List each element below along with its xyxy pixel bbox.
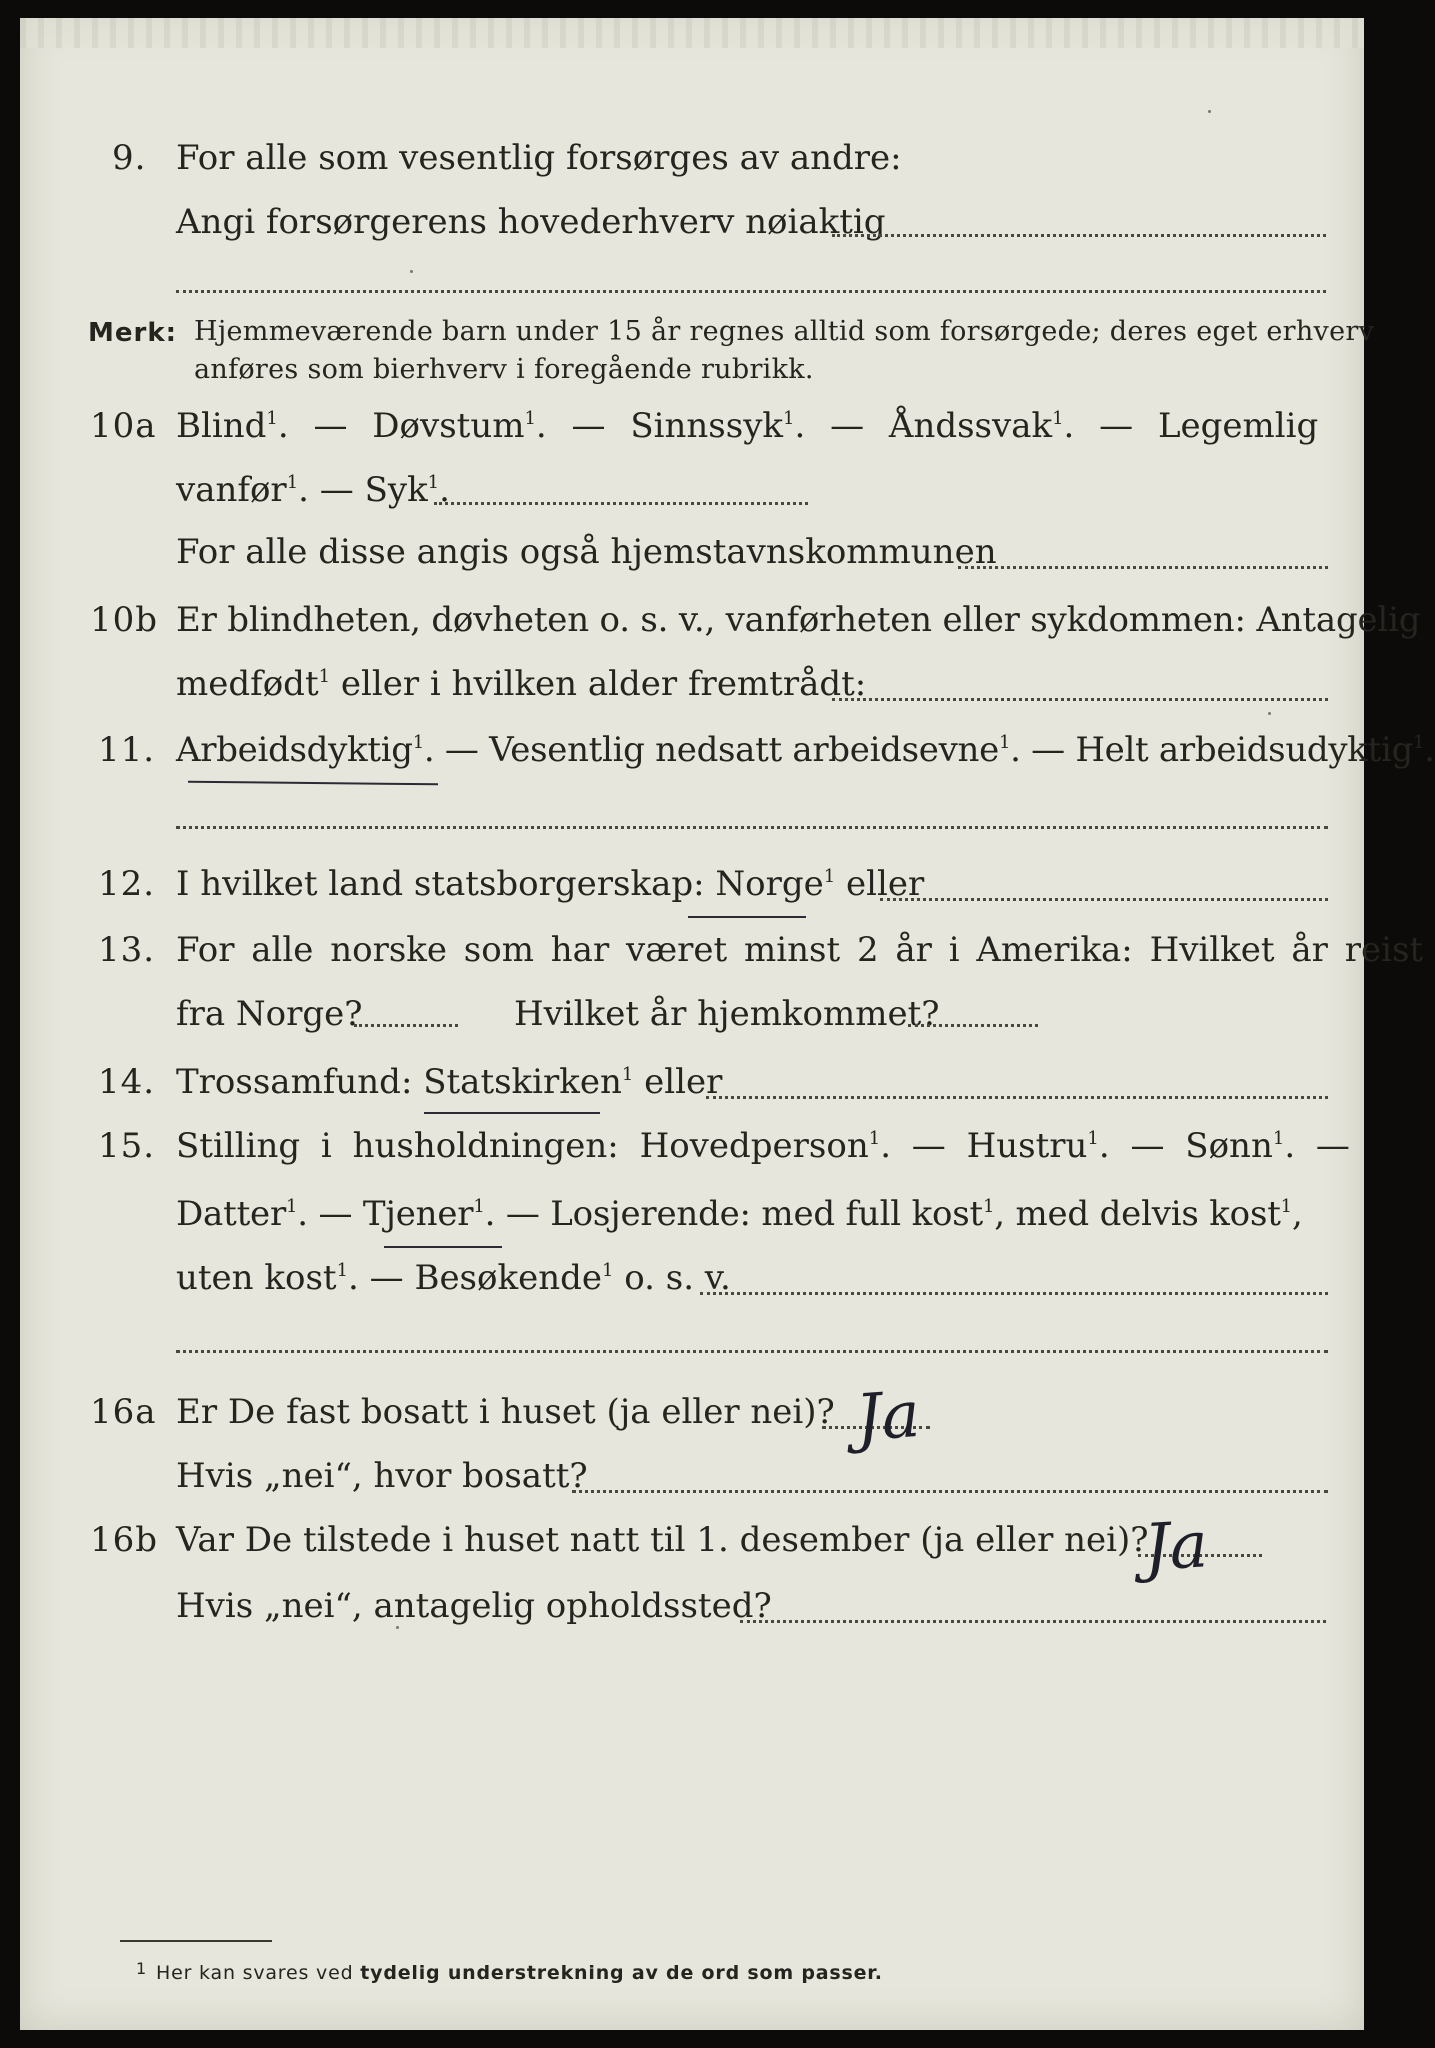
handwritten-underline-statskirken (424, 1112, 600, 1114)
question-number: 16a (90, 1392, 157, 1432)
handwritten-underline-tjener (384, 1246, 502, 1248)
note-label: Merk: (88, 318, 178, 348)
question-12 (20, 864, 1364, 914)
question-text: Blind$^1$. — Døvstum$^1$. — Sinnssyk$^1$. — Åndssvak$^1$. — Legemlig (176, 406, 1319, 446)
question-text: For alle disse angis også hjemstavnskommunen (176, 532, 997, 572)
question-9-line-2 (20, 202, 1364, 252)
answer-dotted-line (740, 1620, 1326, 1623)
paper-speck (396, 1626, 399, 1629)
question-text: Er blindheten, døvheten o. s. v., vanførheten eller sykdommen: Antagelig (176, 600, 1421, 640)
question-text: Angi forsørgerens hovederhverv nøiaktig (176, 202, 886, 242)
question-number: 15. (98, 1126, 156, 1166)
note-text: Hjemmeværende barn under 15 år regnes alltid som forsørgede; deres eget erhverv (194, 316, 1375, 347)
question-text: Var De tilstede i huset natt til 1. desember (ja eller nei)? (176, 1520, 1149, 1560)
question-15-line-2 (20, 1194, 1364, 1244)
question-14 (20, 1062, 1364, 1112)
footnote-text-bold: tydelig understrekning av de ord som passer. (360, 1962, 883, 1984)
question-15-line-1 (20, 1126, 1364, 1176)
paper-speck (410, 270, 413, 273)
question-15-line-3 (20, 1258, 1364, 1308)
answer-dotted-line (176, 1350, 1328, 1353)
answer-dotted-line (832, 234, 1326, 237)
question-10b-line-1 (20, 600, 1421, 650)
question-9-line-1 (20, 138, 1364, 188)
question-10b-line-2 (20, 664, 1364, 714)
answer-dotted-line (880, 898, 1328, 901)
handwritten-underline-arbeidsdyktig (188, 781, 438, 786)
paper-speck (1208, 110, 1211, 113)
answer-dotted-line (958, 566, 1328, 569)
note-text: anføres som bierhverv i foregående rubrikk. (194, 354, 814, 385)
answer-dotted-line (908, 1024, 1038, 1027)
footnote (136, 1959, 883, 1984)
question-number: 11. (98, 730, 156, 770)
answer-dotted-line (700, 1292, 1328, 1295)
answer-dotted-line (434, 502, 808, 505)
handwritten-underline-norge (688, 916, 806, 918)
question-number: 12. (98, 864, 156, 904)
answer-dotted-line (572, 1490, 1328, 1493)
question-text: Er De fast bosatt i huset (ja eller nei)? (176, 1392, 835, 1432)
footnote-text: Her kan svares ved (156, 1962, 361, 1984)
answer-dotted-line (354, 1024, 458, 1027)
question-text: For alle norske som har været minst 2 år i Amerika: Hvilket år reist (176, 930, 1424, 970)
question-16a-line-2 (20, 1456, 1364, 1506)
question-number: 10b (90, 600, 159, 640)
question-number: 14. (98, 1062, 156, 1102)
question-text: uten kost$^1$. — Besøkende$^1$ o. s. v. (176, 1258, 731, 1298)
footnote-rule (120, 1940, 272, 1942)
question-10a-line-3 (20, 532, 1364, 582)
question-13-line-1 (20, 930, 1424, 980)
question-text: medfødt$^1$ eller i hvilken alder fremtrådt: (176, 664, 867, 704)
answer-dotted-line (176, 826, 1328, 829)
question-11 (20, 730, 1435, 780)
note-line-2 (20, 350, 1364, 400)
question-number: 13. (98, 930, 156, 970)
question-text: Hvis „nei“, hvor bosatt? (176, 1456, 588, 1496)
question-text: Hvilket år hjemkommet? (514, 994, 940, 1034)
question-text: Trossamfund: Statskirken$^1$ eller (176, 1062, 723, 1102)
question-13-line-2 (20, 994, 1364, 1044)
question-number: 10a (90, 406, 157, 446)
question-10a-line-2 (20, 470, 1364, 520)
question-text: Hvis „nei“, antagelig opholdssted? (176, 1586, 772, 1626)
question-text: fra Norge? (176, 994, 363, 1034)
answer-dotted-line (706, 1096, 1328, 1099)
question-text: vanfør$^1$. — Syk$^1$. (176, 470, 450, 510)
handwritten-answer-16a: Ja (853, 1377, 923, 1457)
question-text: Arbeidsdyktig$^1$. — Vesentlig nedsatt arbeidsevne$^1$. — Helt arbeidsudyktig$^1$. (176, 730, 1435, 770)
question-number: 16b (90, 1520, 159, 1560)
question-text: For alle som vesentlig forsørges av andre: (176, 138, 902, 178)
question-number: 9. (112, 138, 147, 178)
census-form-page (20, 18, 1435, 2030)
question-10a-line-1 (20, 406, 1364, 456)
footnote-number: 1 (136, 1959, 147, 1978)
question-text: Stilling i husholdningen: Hovedperson$^1$. — Hustru$^1$. — Sønn$^1$. — (176, 1126, 1350, 1166)
handwritten-answer-16b: Ja (1142, 1508, 1210, 1586)
answer-dotted-line (176, 290, 1326, 293)
question-text: Datter$^1$. — Tjener$^1$. — Losjerende: med full kost$^1$, med delvis kost$^1$, (176, 1194, 1303, 1234)
answer-dotted-line (832, 698, 1328, 701)
paper-speck (1268, 712, 1271, 715)
question-text: I hvilket land statsborgerskap: Norge$^1$ eller (176, 864, 925, 904)
question-16a-line-1 (20, 1392, 1364, 1442)
perforated-edge (20, 18, 1364, 48)
question-16b-line-2 (20, 1586, 1364, 1636)
